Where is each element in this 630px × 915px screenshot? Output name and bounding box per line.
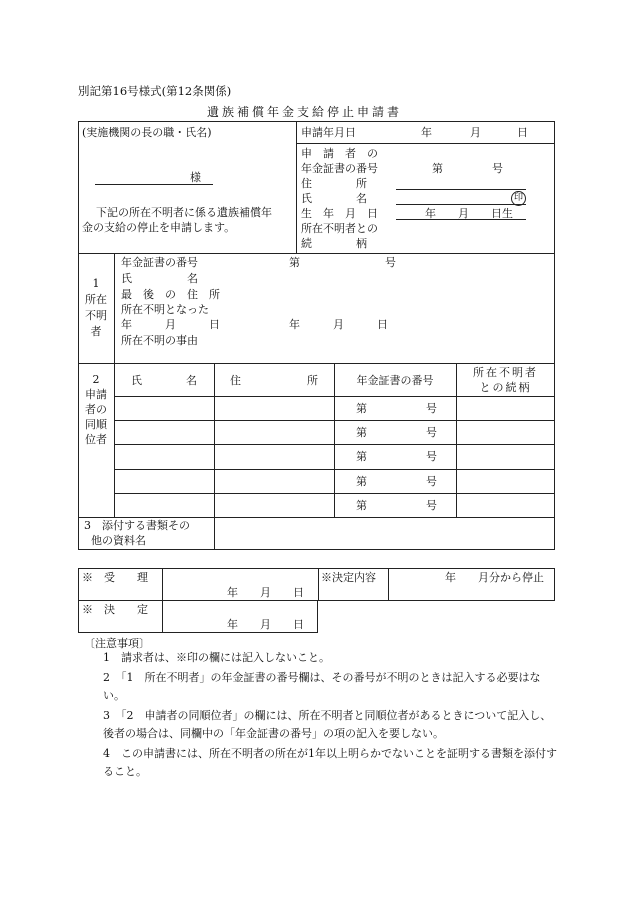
note-item: 1 請求者は、※印の欄には記入しないこと。 [103, 651, 330, 664]
applicant-name-line[interactable] [396, 204, 526, 205]
row-cert-dai[interactable]: 第 [356, 475, 367, 488]
applicant-cert-go[interactable]: 号 [492, 162, 503, 175]
application-date-label: 申請年月日 [301, 126, 356, 139]
section2-label-line3: 同順 [85, 418, 107, 431]
application-date-month[interactable]: 月 [470, 126, 481, 139]
applicant-cert-label-line2: 年金証書の番号 [301, 162, 378, 175]
applicant-address-line[interactable] [396, 189, 526, 190]
page-title: 遺族補償年金支給停止申請書 [207, 105, 403, 119]
row-cert-dai[interactable]: 第 [356, 499, 367, 512]
decided-label: ※ 決 定 [82, 603, 148, 616]
applicant-birth-value[interactable]: 年 月 日生 [425, 207, 513, 220]
row-cert-go[interactable]: 号 [426, 450, 437, 463]
decision-content-value: 年 月分から停止 [445, 571, 544, 584]
missing-last-address-label: 最 後 の 住 所 [121, 288, 220, 301]
request-text-line2: 金の支給の停止を申請します。 [82, 221, 236, 234]
col-header-relation-line1: 所在不明者 [473, 366, 538, 379]
missing-name-label: 氏 名 [121, 272, 198, 285]
attachments-label-line1: 3 添付する書類その [84, 519, 190, 532]
missing-cert-dai[interactable]: 第 [289, 256, 300, 269]
addressee-honorific: 様 [190, 171, 201, 184]
col-header-relation-line2: との続柄 [479, 381, 532, 394]
note-item: 4 この申請書には、所在不明者の所在が1年以上明らかでないことを証明する書類を添付すること。 [103, 747, 557, 778]
applicant-name-label: 氏 名 [301, 192, 367, 205]
received-date: 年 月 日 [227, 586, 304, 599]
applicant-address-label: 住 所 [301, 177, 367, 190]
decision-content-label: ※決定内容 [321, 571, 376, 584]
missing-cert-label: 年金証書の番号 [121, 256, 198, 269]
note-item: 2 「1 所在不明者」の年金証書の番号欄は、その番号が不明のときは記入する必要はない。 [103, 671, 541, 702]
missing-date-label-line1: 所在不明となった [121, 303, 209, 316]
row-cert-dai[interactable]: 第 [356, 402, 367, 415]
section1-label-line2: 不明 [85, 309, 107, 322]
applicant-birth-label: 生 年 月 日 [301, 207, 378, 220]
application-date-day[interactable]: 日 [517, 126, 528, 139]
col-header-cert: 年金証書の番号 [356, 374, 434, 387]
col-header-address: 住 所 [230, 374, 318, 387]
row-cert-go[interactable]: 号 [426, 475, 437, 488]
section2-label-line1: 申請 [85, 388, 107, 401]
applicant-relation-label-line2: 続 柄 [301, 237, 367, 250]
missing-cert-go[interactable]: 号 [385, 256, 396, 269]
section1-label-line3: 者 [90, 325, 102, 338]
addressee-line [95, 184, 213, 185]
row-cert-dai[interactable]: 第 [356, 450, 367, 463]
applicant-relation-label-line1: 所在不明者との [301, 222, 378, 235]
missing-date-label-line2: 年 月 日 [121, 318, 220, 331]
applicant-birth-line [396, 219, 526, 220]
applicant-cert-dai[interactable]: 第 [432, 162, 443, 175]
row-cert-go[interactable]: 号 [426, 499, 437, 512]
note-item: 3 「2 申請者の同順位者」の欄には、所在不明者と同順位者があるときについて記入し、後者の場合は、同欄中の「年金証書の番号」の項の記入を要しない。 [103, 709, 552, 740]
missing-date-value[interactable]: 年 月 日 [289, 318, 388, 331]
row-cert-dai[interactable]: 第 [356, 426, 367, 439]
section2-label-line4: 位者 [85, 433, 107, 446]
col-header-name: 氏 名 [131, 374, 197, 387]
application-date-year[interactable]: 年 [421, 126, 432, 139]
section2-label-line2: 者の [85, 403, 107, 416]
attachments-label-line2: 他の資料名 [91, 534, 146, 547]
missing-reason-label: 所在不明の事由 [121, 334, 198, 347]
seal-mark: 印 [511, 191, 526, 206]
notes-heading: 〔注意事項〕 [84, 637, 150, 650]
request-text-line1: 下記の所在不明者に係る遺族補償年 [96, 206, 272, 219]
section2-number: 2 [92, 373, 100, 386]
applicant-cert-label-line1: 申 請 者 の [301, 147, 378, 160]
section1-number: 1 [92, 277, 100, 290]
row-cert-go[interactable]: 号 [426, 426, 437, 439]
row-cert-go[interactable]: 号 [426, 402, 437, 415]
decided-date: 年 月 日 [227, 618, 304, 631]
form-number: 別記第16号様式(第12条関係) [78, 84, 232, 98]
section1-label-line1: 所在 [85, 293, 107, 306]
received-label: ※ 受 理 [82, 571, 148, 584]
addressee-label: (実施機関の長の職・氏名) [82, 126, 212, 139]
